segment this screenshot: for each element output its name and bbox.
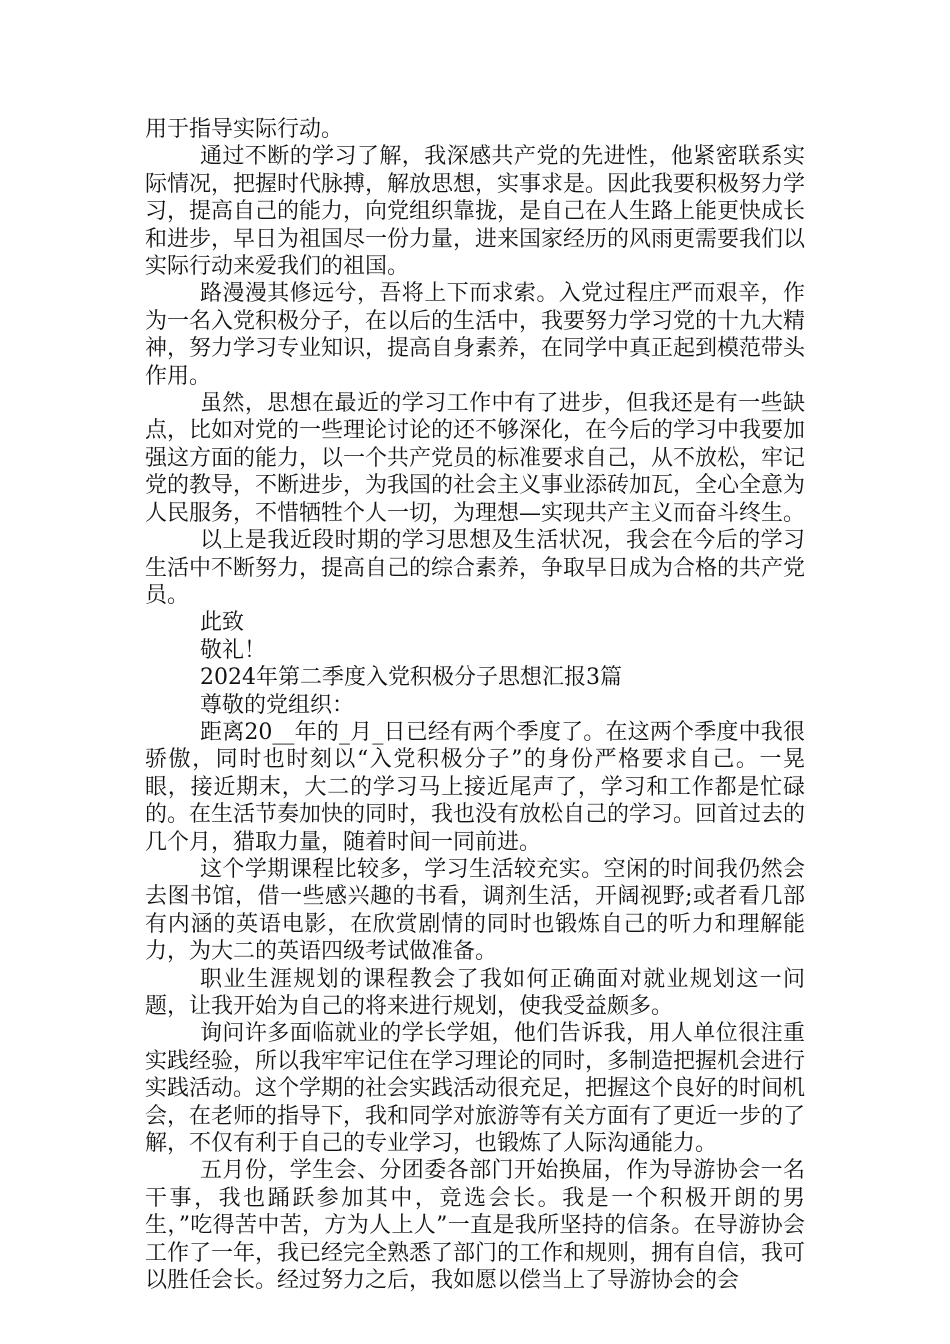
paragraph: 用于指导实际行动。 xyxy=(145,117,344,142)
paragraph: 距离20__年的_月_日已经有两个季度了。在这两个季度中我很骄傲，同时也时刻以“入党积极分子”的身份严格要求自己。一晃眼，接近期末，大二的学习马上接近尾声了，学习和工作都是忙碌的。在生活节奏加快的同时，我也没有放松自己的学习。回首过去的几个月，猎取力量，随着时间一同前进。 xyxy=(145,719,806,855)
paragraph: 五月份，学生会、分团委各部门开始换届，作为导游协会一名干事，我也踊跃参加其中，竞选会长。我是一个积极开朗的男生，”吃得苦中苦，方为人上人”一直是我所坚持的信条。在导游协会工作了一年，我已经完全熟悉了部门的工作和规则，拥有自信，我可以胜任会长。经过努力之后，我如愿以偿当上了导游协会的会 xyxy=(145,1158,806,1294)
paragraph: 职业生涯规划的课程教会了我如何正确面对就业规划这一问题，让我开始为自己的将来进行规划，使我受益颇多。 xyxy=(145,966,805,1019)
paragraph: 通过不断的学习了解，我深感共产党的先进性，他紧密联系实际情况，把握时代脉搏，解放思想，实事求是。因此我要积极努力学习，提高自己的能力，向党组织靠拢，是自己在人生路上能更快成长和进步，早日为祖国尽一份力量，进来国家经历的风雨更需要我们以实际行动来爱我们的祖国。 xyxy=(145,144,806,280)
paragraph: 虽然，思想在最近的学习工作中有了进步，但我还是有一些缺点，比如对党的一些理论讨论的还不够深化，在今后的学习中我要加强这方面的能力，以一个共产党员的标准要求自己，从不放松，牢记党的教导，不断进步，为我国的社会主义事业添砖加瓦，全心全意为人民服务，不惜牺牲个人一切，为理想—实现共产主义而奋斗终生。 xyxy=(145,391,806,526)
paragraph: 以上是我近段时期的学习思想及生活状况，我会在今后的学习生活中不断努力，提高自己的综合素养，争取早日成为合格的共产党员。 xyxy=(145,528,806,608)
closing-line: 此致 xyxy=(200,610,245,636)
paragraph: 询问许多面临就业的学长学姐，他们告诉我，用人单位很注重实践经验，所以我牢牢记住在学习理论的同时，多制造把握机会进行实践活动。这个学期的社会实践活动很充足，把握这个良好的时间机会，在老师的指导下，我和同学对旅游等有关方面有了更近一步的了解，不仅有利于自己的专业学习，也锻炼了人际沟通能力。 xyxy=(145,1021,806,1157)
document-page xyxy=(145,116,805,1294)
section-title: 2024年第二季度入党积极分子思想汇报3篇 xyxy=(200,665,622,691)
salutation-line: 敬礼！ xyxy=(200,637,267,663)
paragraph: 这个学期课程比较多，学习生活较充实。空闲的时间我仍然会去图书馆，借一些感兴趣的书看，调剂生活，开阔视野;或者看几部有内涵的英语电影，在欣赏剧情的同时也锻炼自己的听力和理解能力，为大二的英语四级考试做准备。 xyxy=(145,856,805,965)
greeting-line: 尊敬的党组织： xyxy=(200,692,355,718)
paragraph: 路漫漫其修远兮，吾将上下而求索。入党过程庄严而艰辛，作为一名入党积极分子，在以后的生活中，我要努力学习党的十九大精神，努力学习专业知识，提高自身素养，在同学中真正起到模范带头作用。 xyxy=(145,281,806,389)
